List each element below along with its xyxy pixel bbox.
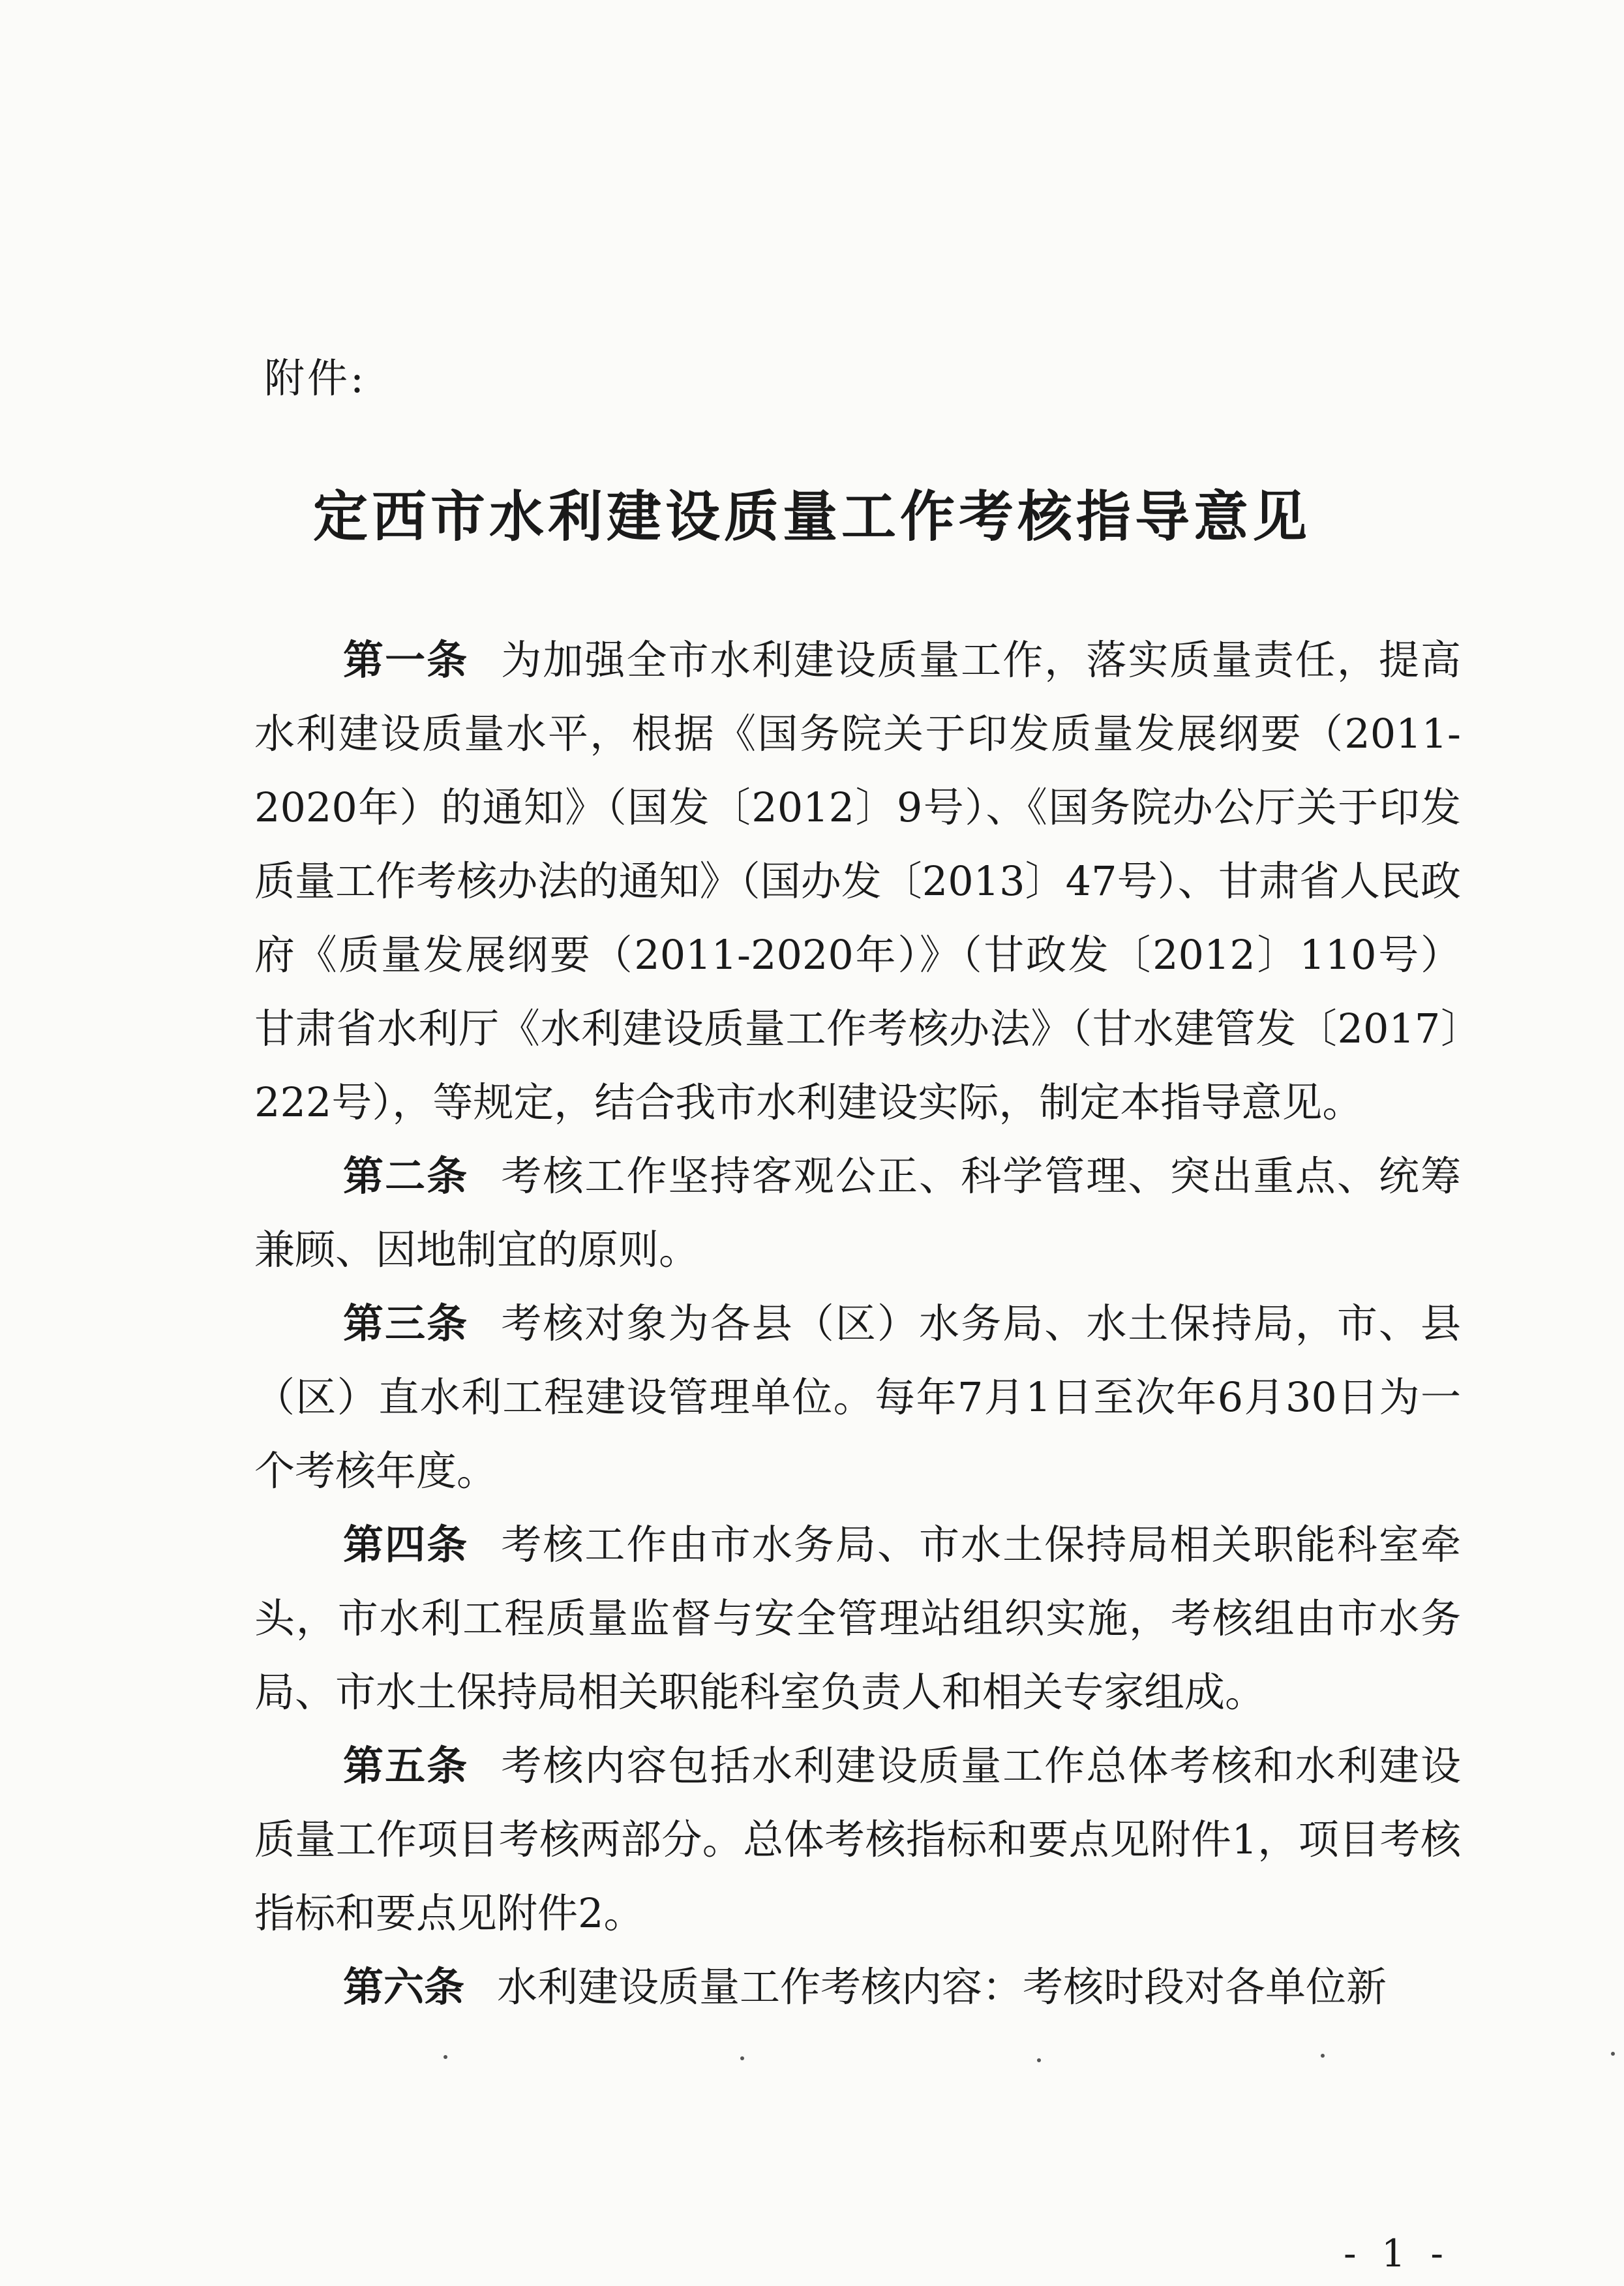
article-text: 考核工作由市水务局、市水土保持局相关职能科室牵头，市水利工程质量监督与安全管理站组织实施，考核组由市水务局、市水土保持局相关职能科室负责人和相关专家组成。 bbox=[254, 1521, 1461, 1716]
article-5 bbox=[254, 1729, 1461, 1950]
article-heading: 第六条 bbox=[343, 1963, 465, 2011]
article-text: 考核对象为各县（区）水务局、水土保持局，市、县（区）直水利工程建设管理单位。每年7月1日至次年6月30日为一个考核年度。 bbox=[254, 1300, 1461, 1495]
article-1 bbox=[254, 623, 1461, 1139]
document-body bbox=[254, 623, 1461, 2024]
article-3 bbox=[254, 1287, 1461, 1508]
article-heading: 第四条 bbox=[343, 1521, 469, 1568]
attachment-label: 附件: bbox=[264, 354, 367, 402]
document-title: 定西市水利建设质量工作考核指导意见 bbox=[312, 484, 1311, 549]
scan-speck bbox=[740, 2056, 744, 2060]
article-2 bbox=[254, 1139, 1461, 1287]
page-number: - 1 - bbox=[1344, 2231, 1450, 2276]
article-text: 考核工作坚持客观公正、科学管理、突出重点、统筹兼顾、因地制宜的原则。 bbox=[254, 1152, 1461, 1273]
article-heading: 第三条 bbox=[343, 1300, 469, 1347]
scan-speck bbox=[1321, 2054, 1325, 2058]
article-heading: 第一条 bbox=[343, 636, 469, 684]
article-6 bbox=[254, 1950, 1461, 2024]
article-text: 考核内容包括水利建设质量工作总体考核和水利建设质量工作项目考核两部分。总体考核指标和要点见附件1，项目考核指标和要点见附件2。 bbox=[254, 1742, 1461, 1937]
article-text: 为加强全市水利建设质量工作，落实质量责任，提高水利建设质量水平，根据《国务院关于印发质量发展纲要（2011-2020年）的通知》（国发〔2012〕9号）、《国务院办公厅关于印发质量工作考核办法的通知》（国办发〔2013〕47号）、甘肃省人民政府《质量发展纲要（2011-2020年）》（甘政发〔2012〕110号）甘肃省水利厅《水利建设质量工作考核办法》（甘水建管发〔2017〕222号），等规定，结合我市水利建设实际，制定本指导意见。 bbox=[254, 636, 1461, 1126]
scan-speck bbox=[1037, 2058, 1041, 2062]
scan-speck bbox=[444, 2055, 447, 2059]
article-heading: 第五条 bbox=[343, 1742, 469, 1790]
article-4 bbox=[254, 1508, 1461, 1729]
scan-speck bbox=[1611, 2052, 1615, 2056]
article-text: 水利建设质量工作考核内容：考核时段对各单位新 bbox=[497, 1963, 1387, 2011]
article-heading: 第二条 bbox=[343, 1152, 469, 1200]
